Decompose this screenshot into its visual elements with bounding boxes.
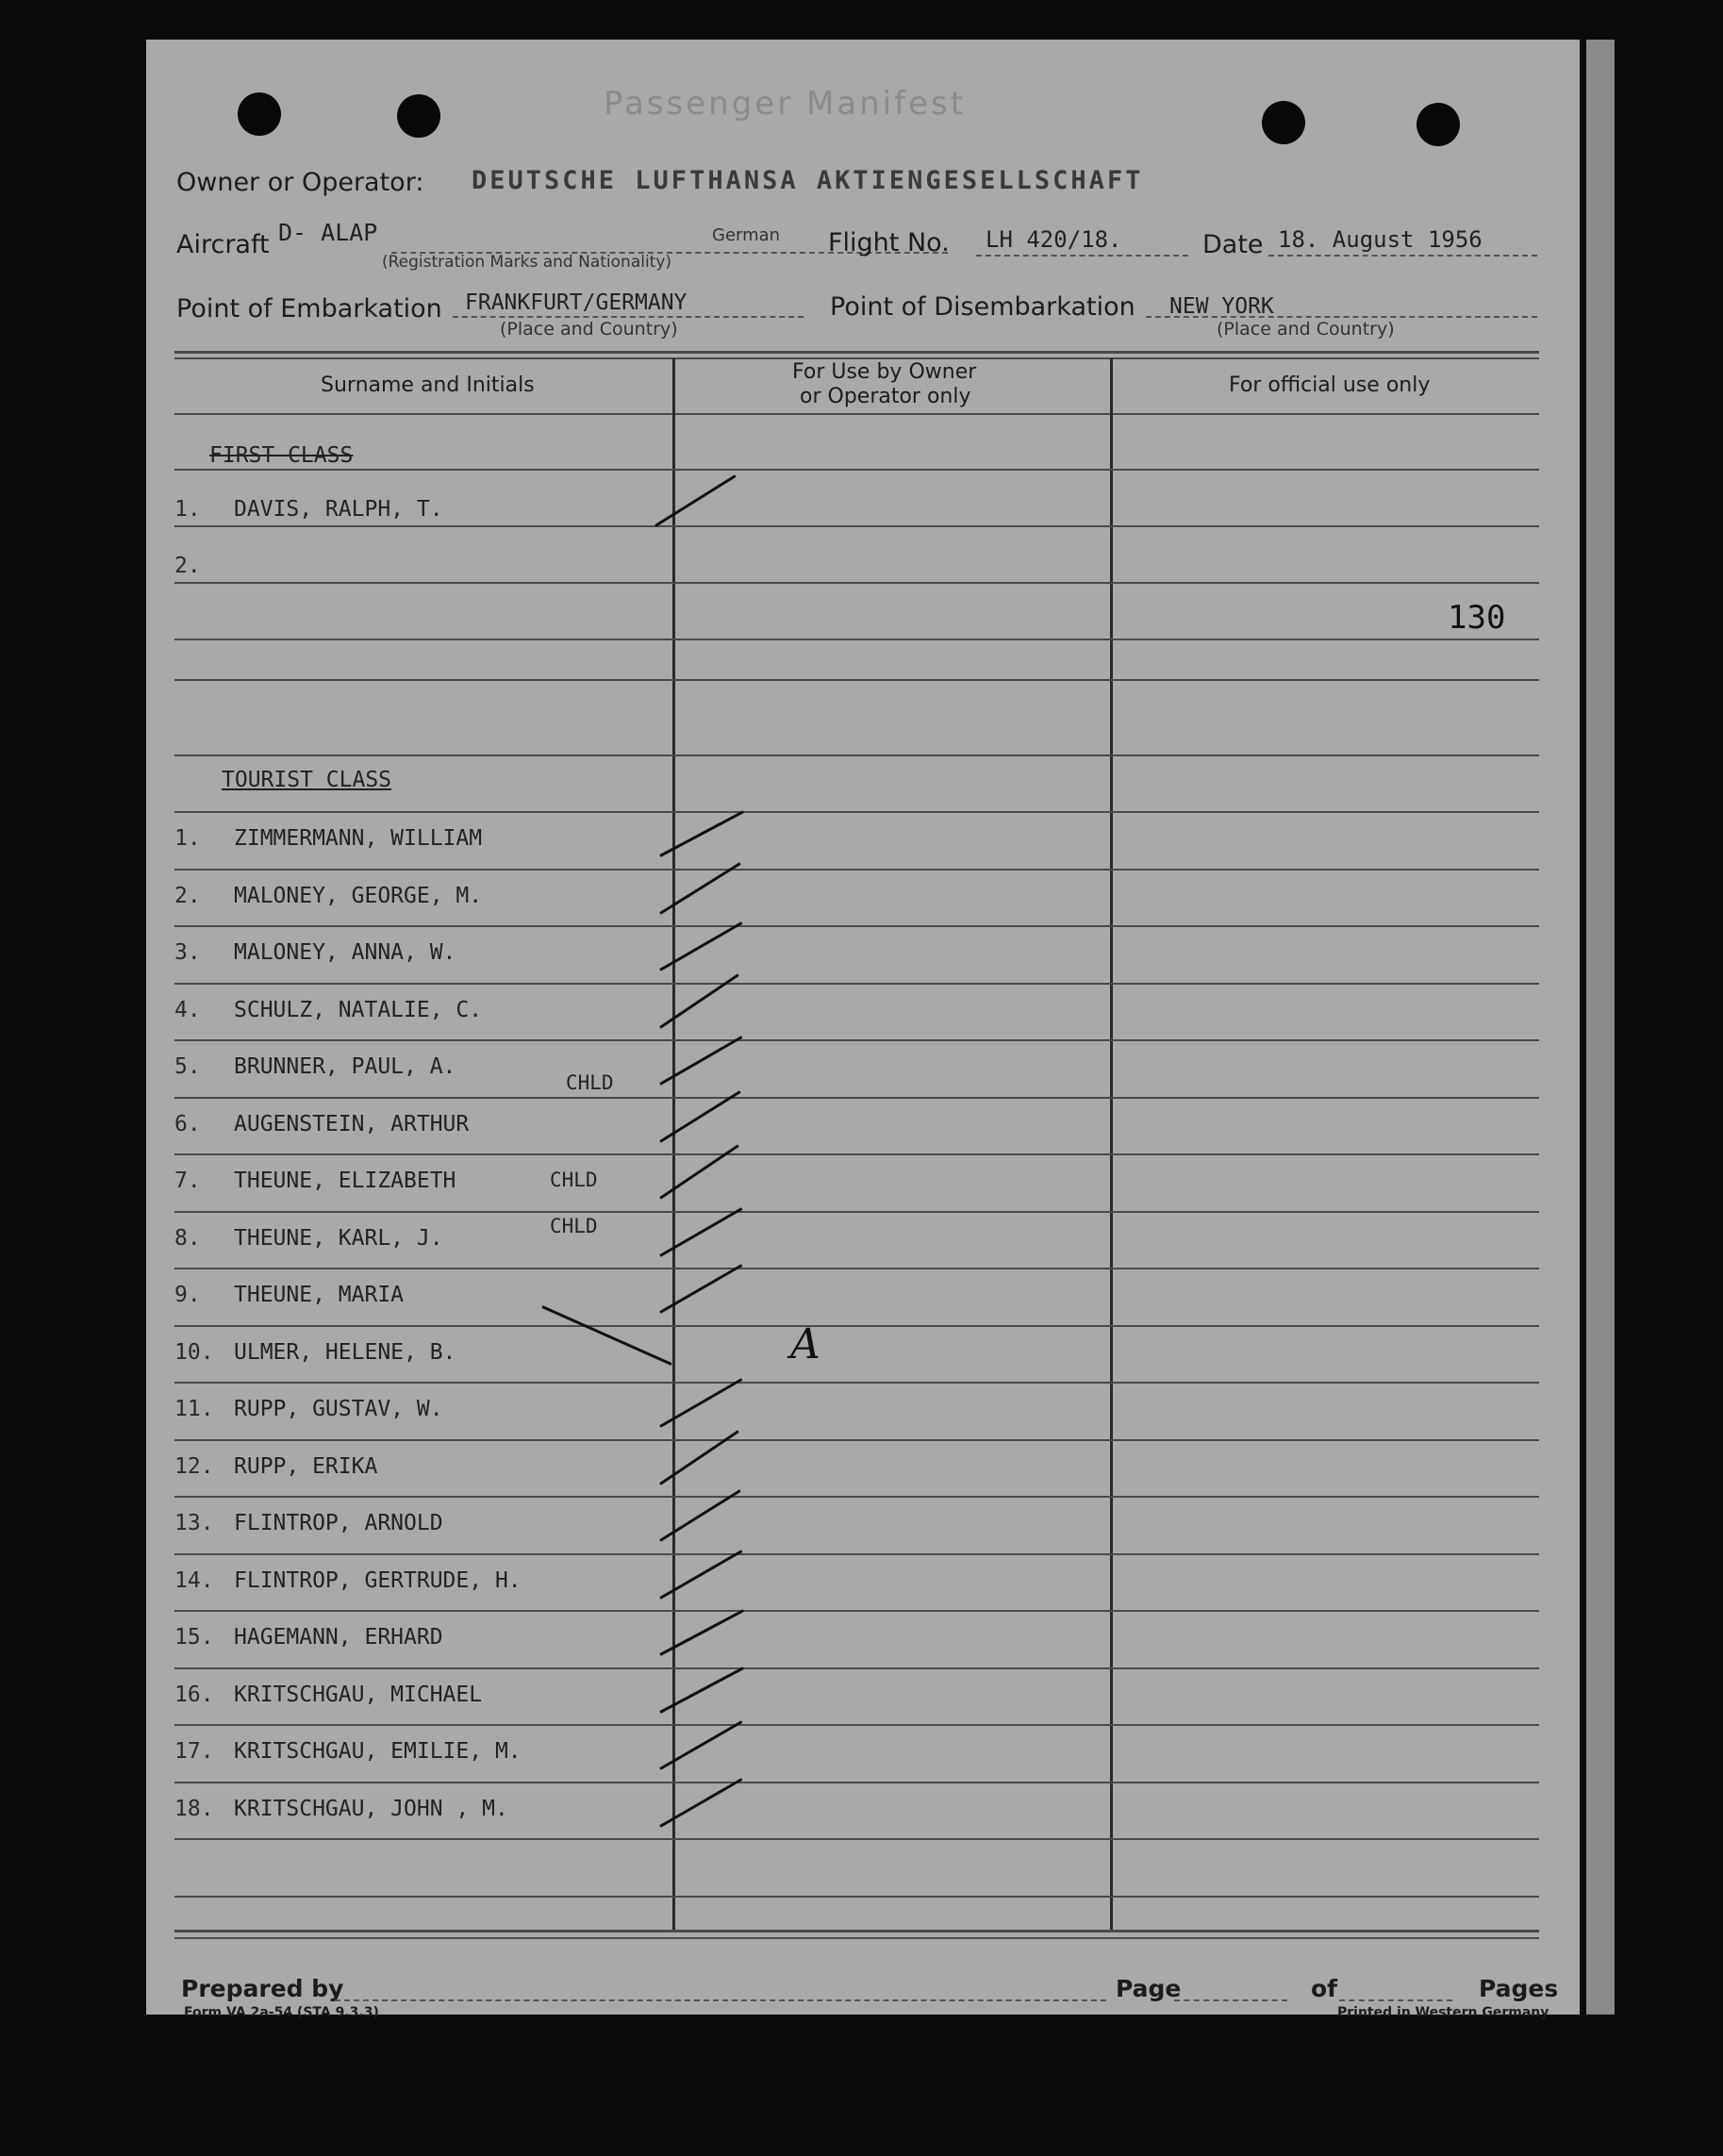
tc-row-name: ULMER, HELENE, B.: [234, 1340, 456, 1365]
row-line: [174, 1268, 1539, 1269]
row-line: [174, 1439, 1539, 1441]
tc-row-num: 4.: [174, 998, 201, 1022]
footer-rule-2: [174, 1937, 1539, 1939]
date-value: 18. August 1956: [1278, 226, 1483, 253]
col-owner-header-1: For Use by Owner: [792, 360, 977, 384]
registration-caption: (Registration Marks and Nationality): [382, 253, 672, 272]
disembark-underline: [1146, 316, 1537, 318]
tc-row-num: 6.: [174, 1112, 201, 1136]
disembark-value: NEW YORK: [1169, 294, 1274, 319]
tc-row-num: 13.: [174, 1511, 214, 1535]
fc-row-2-num: 2.: [174, 554, 201, 578]
col-owner-header-2: or Operator only: [800, 385, 971, 408]
tc-row-num: 11.: [174, 1397, 214, 1421]
row-line: [174, 525, 1539, 527]
tc-row-note: CHLD: [550, 1169, 598, 1191]
tc-row-name: THEUNE, KARL, J.: [234, 1226, 443, 1251]
tc-row-name: THEUNE, ELIZABETH: [234, 1169, 456, 1193]
header-rule-top2: [174, 357, 1539, 359]
row-line: [174, 1610, 1539, 1612]
row-line: [174, 1667, 1539, 1669]
tc-row-num: 7.: [174, 1169, 201, 1193]
owner-value: DEUTSCHE LUFTHANSA AKTIENGESELLSCHAFT: [472, 166, 1144, 195]
row-line: [174, 1382, 1539, 1384]
tc-row-note: CHLD: [550, 1215, 598, 1237]
embark-value: FRANKFURT/GERMANY: [465, 290, 688, 315]
row-line: [174, 983, 1539, 985]
tc-row-name: KRITSCHGAU, EMILIE, M.: [234, 1739, 522, 1764]
ulmer-a-mark: A: [790, 1320, 820, 1368]
row-line: [174, 1039, 1539, 1041]
row-line: [174, 1153, 1539, 1155]
nationality-value: German: [712, 225, 781, 245]
tc-row-name: AUGENSTEIN, ARTHUR: [234, 1112, 470, 1136]
tc-row-num: 2.: [174, 884, 201, 908]
flight-value: LH 420/18.: [986, 226, 1122, 253]
first-class-heading: FIRST CLASS: [209, 443, 354, 468]
tc-row-name: SCHULZ, NATALIE, C.: [234, 998, 483, 1022]
row-line: [174, 469, 1539, 471]
prepared-by-line: [335, 1999, 1106, 2001]
tc-row-name: BRUNNER, PAUL, A.: [234, 1054, 456, 1079]
form-code: Form VA 2a-54 (STA 9.3.3): [184, 2005, 379, 2020]
punch-hole-3: [1262, 101, 1305, 144]
pages-label: Pages: [1479, 1975, 1559, 2002]
check-mark-fc-1: [654, 474, 736, 527]
embark-caption: (Place and Country): [500, 319, 678, 340]
of-label: of: [1311, 1975, 1338, 2002]
row-line: [174, 1211, 1539, 1213]
disembark-label: Point of Disembarkation: [830, 292, 1135, 322]
row-line: [174, 1838, 1539, 1840]
tc-row-name: RUPP, GUSTAV, W.: [234, 1397, 443, 1421]
row-line: [174, 679, 1539, 681]
row-line: [174, 755, 1539, 756]
aircraft-label: Aircraft: [176, 230, 270, 259]
punch-hole-1: [238, 92, 281, 136]
punch-hole-2: [397, 94, 440, 138]
row-line: [174, 811, 1539, 813]
date-underline: [1268, 255, 1537, 257]
row-line: [174, 1325, 1539, 1327]
row-line: [174, 1782, 1539, 1783]
footer-rule-1: [174, 1930, 1539, 1932]
tc-row-num: 3.: [174, 940, 201, 965]
row-line: [174, 1896, 1539, 1898]
tc-row-num: 18.: [174, 1797, 214, 1821]
disembark-caption: (Place and Country): [1217, 319, 1395, 340]
tc-row-name: MALONEY, ANNA, W.: [234, 940, 456, 965]
fc-row-1-num: 1.: [174, 497, 201, 522]
tc-row-name: FLINTROP, ARNOLD: [234, 1511, 443, 1535]
date-label: Date: [1202, 230, 1264, 259]
tc-row-name: THEUNE, MARIA: [234, 1283, 405, 1307]
aircraft-value: D- ALAP: [278, 219, 378, 246]
owner-label: Owner or Operator:: [176, 168, 424, 197]
page-label: Page: [1116, 1975, 1182, 2002]
tc-row-num: 10.: [174, 1340, 214, 1365]
tc-row-num: 1.: [174, 826, 201, 851]
tc-row-num: 15.: [174, 1625, 214, 1650]
row-line: [174, 925, 1539, 927]
tc-row-num: 9.: [174, 1283, 201, 1307]
tc-row-name: KRITSCHGAU, MICHAEL: [234, 1683, 483, 1707]
prepared-by-label: Prepared by: [181, 1975, 344, 2002]
row-line: [174, 582, 1539, 584]
embark-label: Point of Embarkation: [176, 294, 442, 323]
row-line: [174, 1097, 1539, 1099]
column-divider-2: [1110, 358, 1113, 1932]
embark-underline: [453, 316, 804, 318]
col-surname-header: Surname and Initials: [321, 373, 535, 397]
tc-row-num: 16.: [174, 1683, 214, 1707]
row-line: [174, 869, 1539, 871]
col-official-header: For official use only: [1229, 373, 1431, 397]
tourist-class-heading: TOURIST CLASS: [222, 768, 392, 792]
tc-row-num: 8.: [174, 1226, 201, 1251]
page-line: [1174, 1999, 1287, 2001]
tc-row-name: ZIMMERMANN, WILLIAM: [234, 826, 483, 851]
tc-row-note: CHLD: [566, 1071, 614, 1094]
film-edge-strip: [1586, 40, 1615, 2015]
printed-note: Printed in Western Germany: [1337, 2005, 1549, 2020]
row-line: [174, 1724, 1539, 1726]
form-title: Passenger Manifest: [604, 85, 967, 123]
tc-row-num: 14.: [174, 1568, 214, 1593]
flight-underline: [976, 255, 1188, 257]
tc-row-name: RUPP, ERIKA: [234, 1454, 378, 1479]
tc-row-name: MALONEY, GEORGE, M.: [234, 884, 483, 908]
manifest-sheet: [146, 40, 1580, 2020]
header-rule-bottom: [174, 413, 1539, 415]
column-divider-1: [672, 358, 675, 1932]
tc-row-num: 17.: [174, 1739, 214, 1764]
tc-row-name: KRITSCHGAU, JOHN , M.: [234, 1797, 508, 1821]
tc-row-name: FLINTROP, GERTRUDE, H.: [234, 1568, 522, 1593]
flight-label: Flight No.: [828, 228, 950, 257]
punch-hole-4: [1417, 103, 1460, 146]
row-line: [174, 1553, 1539, 1555]
ulmer-slash-mark: [541, 1305, 671, 1366]
row-line: [174, 639, 1539, 640]
header-rule-top: [174, 351, 1539, 354]
tc-row-name: HAGEMANN, ERHARD: [234, 1625, 443, 1650]
tc-row-num: 12.: [174, 1454, 214, 1479]
of-line: [1339, 1999, 1452, 2001]
tc-row-num: 5.: [174, 1054, 201, 1079]
official-note-130: 130: [1448, 599, 1506, 637]
fc-row-1-name: DAVIS, RALPH, T.: [234, 497, 443, 522]
row-line: [174, 1496, 1539, 1498]
